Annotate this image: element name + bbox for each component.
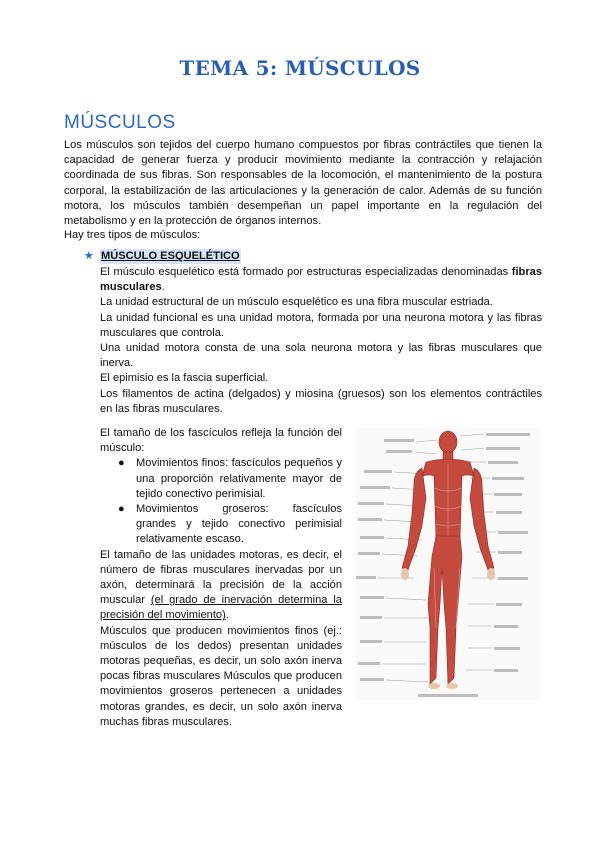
- skeletal-p2: La unidad estructural de un músculo esquelético es una fibra muscular estriada.: [100, 296, 493, 309]
- fascicle-section: [100, 426, 342, 730]
- fascicle-intro: El tamaño de los fascículos refleja la función del músculo:: [100, 427, 342, 455]
- skeletal-p4: Una unidad motora consta de una sola neurona motora y las fibras musculares que inerva.: [100, 342, 542, 370]
- motor-unit-paragraph: El tamaño de las unidades motoras, es decir, el número de fibras musculares inervadas por un axón, determinará la precisión de la acción muscular (el grado de inervación determina la precisión del movimiento).: [100, 548, 342, 622]
- fine-movement-paragraph: Músculos que producen movimientos finos (ej.: músculos de los dedos) presentan unidades motoras pequeñas, es decir, un solo axón inerva pocas fibras musculares Músculos que producen movimientos groseros pertenecen a unidades motoras grandes, es decir, un solo axón inerva muchas fibras musculares.: [100, 624, 342, 728]
- list-item: ● Movimientos finos: fascículos pequeños y una proporción relativamente mayor de tejido conectivo perimisial.: [118, 457, 342, 500]
- bullet-dot-icon: ●: [118, 457, 125, 470]
- muscular-system-illustration: [356, 428, 540, 700]
- skeletal-p1: El músculo esquelético está formado por estructuras especializadas denominadas fibras musculares.: [100, 266, 542, 294]
- skeletal-p3: La unidad funcional es una unidad motora, formada por una neurona motora y las fibras musculares que controla.: [100, 311, 542, 339]
- skeletal-title: MÚSCULO ESQUELÉTICO: [101, 250, 240, 262]
- fascicle-list: [100, 456, 342, 547]
- types-intro: Hay tres tipos de músculos:: [64, 229, 201, 241]
- skeletal-p5: El epimisio es la fascia superficial.: [100, 372, 269, 385]
- section-heading: MÚSCULOS: [64, 112, 176, 133]
- star-bullet-icon: ★: [84, 250, 94, 262]
- skeletal-body: [100, 265, 542, 417]
- skeletal-p6: Los filamentos de actina (delgados) y miosina (gruesos) son los elementos contráctiles en las fibras musculares.: [100, 387, 542, 415]
- list-item: ● Movimientos groseros: fascículos grandes y tejido conectivo perimisial relativamente escaso.: [118, 503, 342, 546]
- bullet-dot-icon: ●: [118, 503, 125, 516]
- page-title: TEMA 5: MÚSCULOS: [179, 56, 421, 80]
- intro-paragraph: Los músculos son tejidos del cuerpo humano compuestos por fibras contráctiles que tienen la capacidad de generar fuerza y producir movimiento mediante la contracción y relajación coordinada de sus fibras. Son responsables de la locomoción, el mantenimiento de la postura corporal, la estabilización de las articulaciones y la generación de calor. Además de su función motora, los músculos también desempeñan un papel importante en la regulación del metabolismo y en la protección de órganos internos.: [64, 139, 542, 228]
- muscle-anatomy-figure: [356, 428, 540, 700]
